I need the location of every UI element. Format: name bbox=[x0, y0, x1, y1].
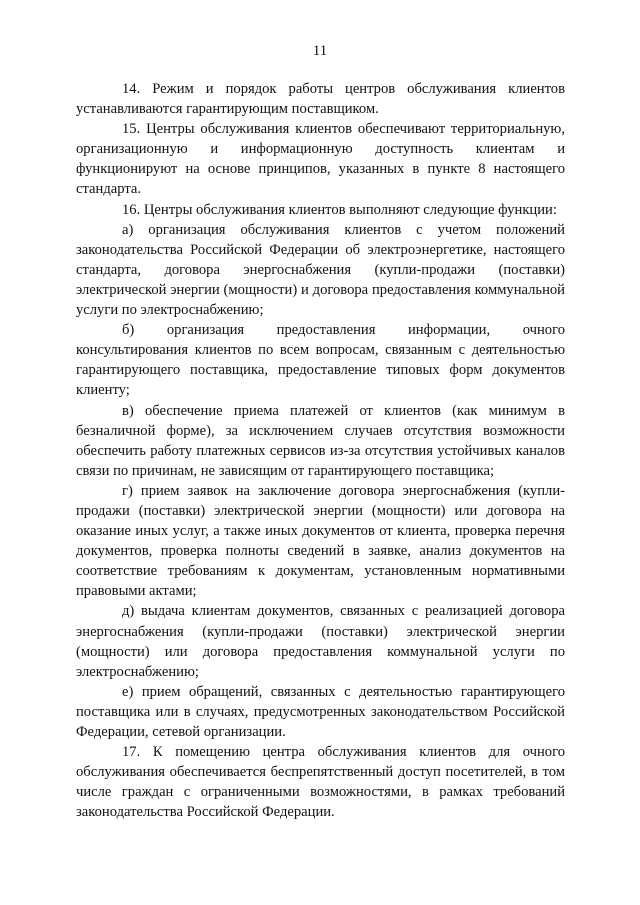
paragraph-16-b: б) организация предоставления информации, очного консультирования клиентов по всем вопросам, связанным с деятельностью гарантирующего поставщика, предоставление типовых форм документов клиенту; bbox=[76, 322, 565, 399]
paragraph-16-a: а) организация обслуживания клиентов с учетом положений законодательства Российской Федерации об электроэнергетике, настоящего стандарта, договора энергоснабжения (купли-продажи (поставки) электрической энергии (мощности) и договора предоставления коммунальной услуги по электроснабжению; bbox=[76, 221, 565, 319]
paragraph-15: 15. Центры обслуживания клиентов обеспечивают территориальную, организационную и информационную доступность клиентам и функционируют на основе принципов, указанных в пункте 8 настоящего стандарта. bbox=[76, 121, 565, 198]
paragraph-14: 14. Режим и порядок работы центров обслуживания клиентов устанавливаются гарантирующим поставщиком. bbox=[76, 81, 565, 118]
paragraph-16-d: д) выдача клиентам документов, связанных с реализацией договора энергоснабжения (купли-продажи (поставки) электрической энергии (мощности) или договора предоставления коммунальной услуги по электроснабжению; bbox=[76, 603, 565, 680]
document-body bbox=[76, 79, 565, 822]
paragraph-16-v: в) обеспечение приема платежей от клиентов (как минимум в безналичной форме), за исключением случаев отсутствия возможности обеспечить работу платежных сервисов из-за отсутствия устойчивых каналов связи по причинам, не зависящим от гарантирующего поставщика; bbox=[76, 402, 565, 479]
paragraph-16: 16. Центры обслуживания клиентов выполняют следующие функции: bbox=[122, 201, 557, 218]
paragraph-16-g: г) прием заявок на заключение договора энергоснабжения (купли-продажи (поставки) электрической энергии (мощности) или договора на оказание иных услуг, а также иных документов от клиента, проверка перечня документов, проверка полноты сведений в заявке, анализ документов на соответствие требованиям к документам, установленным нормативными правовыми актами; bbox=[76, 482, 565, 600]
paragraph-17: 17. К помещению центра обслуживания клиентов для очного обслуживания обеспечивается беспрепятственный доступ посетителей, в том числе граждан с ограниченными возможностями, в рамках требований законодательства Российской Федерации. bbox=[76, 744, 565, 821]
page-number: 11 bbox=[312, 43, 328, 59]
paragraph-16-e: е) прием обращений, связанных с деятельностью гарантирующего поставщика или в случаях, предусмотренных законодательством Российской Федерации, сетевой организации. bbox=[76, 683, 565, 740]
